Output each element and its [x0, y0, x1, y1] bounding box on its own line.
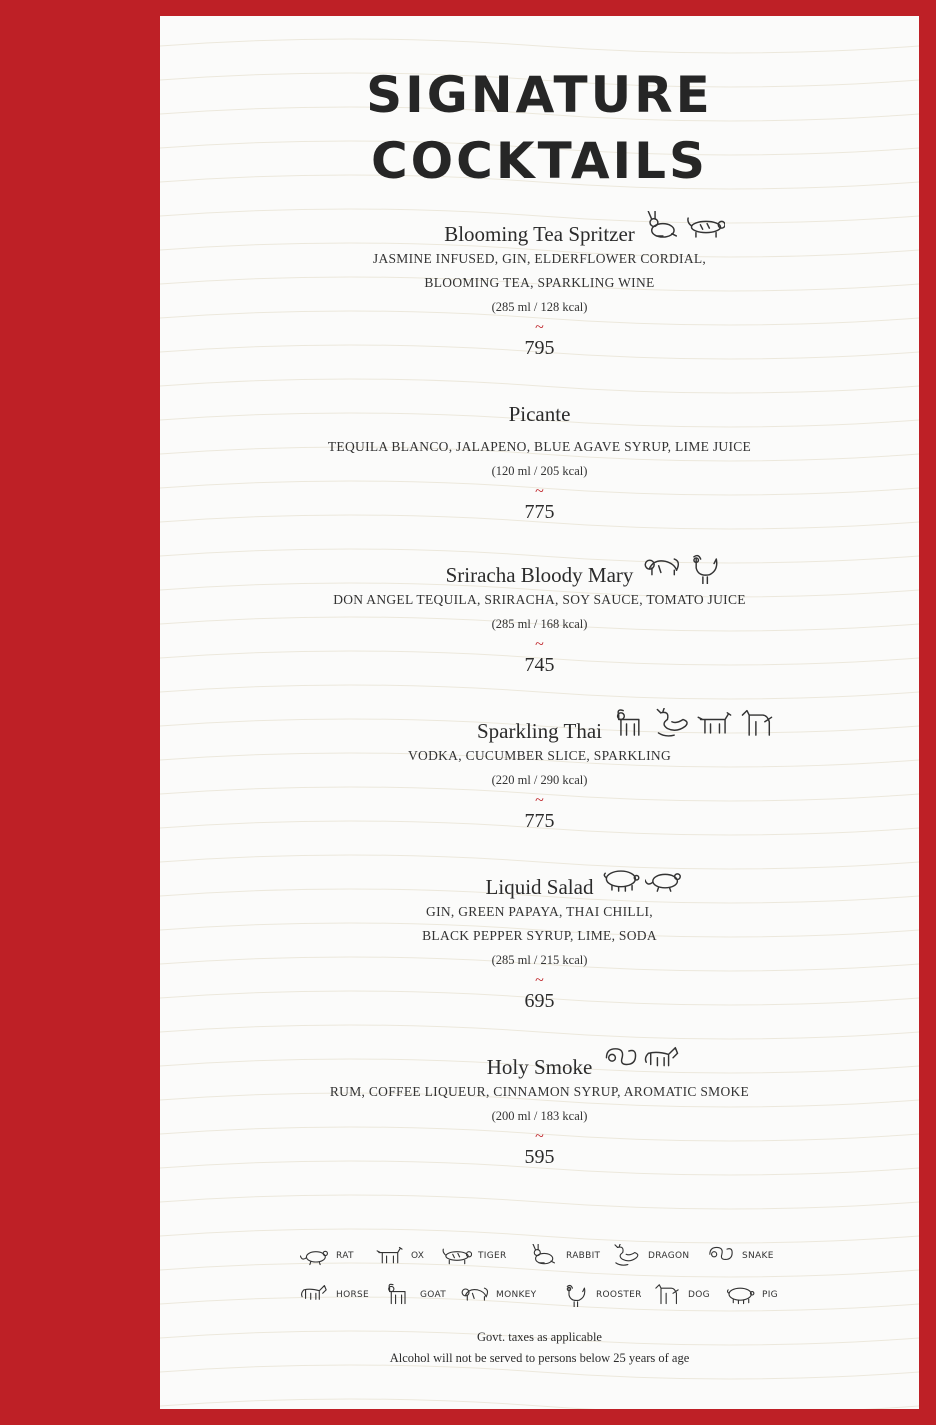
- cocktail-ingredients: JASMINE INFUSED, GIN, ELDERFLOWER CORDIAL,: [372, 251, 707, 266]
- goat-icon: [384, 1283, 414, 1307]
- legend-item: [300, 1283, 369, 1307]
- cocktail-volume-kcal: (220 ml / 290 kcal): [491, 773, 588, 787]
- dog-icon: [738, 708, 776, 740]
- dragon-icon: [612, 1244, 642, 1268]
- cocktail-price: 595: [524, 1146, 555, 1168]
- dog-icon: [652, 1283, 682, 1307]
- page-title-line2: COCKTAILS: [370, 132, 709, 190]
- zodiac-icons: [602, 708, 780, 740]
- cocktail-price: 695: [524, 990, 555, 1012]
- legend-item: [706, 1244, 774, 1268]
- page-title-line1: SIGNATURE: [366, 66, 713, 124]
- legend-item: [442, 1244, 507, 1268]
- cocktail-volume-kcal: (120 ml / 205 kcal): [491, 464, 588, 478]
- cocktail-ingredients: VODKA, CUCUMBER SLICE, SPARKLING: [407, 748, 671, 763]
- legend-item: [560, 1283, 642, 1307]
- tilde-divider: ~: [535, 636, 544, 653]
- legend-item: [460, 1283, 536, 1307]
- pig-icon: [726, 1283, 756, 1307]
- ox-icon: [696, 708, 734, 740]
- zodiac-icons: [593, 864, 687, 896]
- cocktail-volume-kcal: (285 ml / 215 kcal): [491, 953, 588, 967]
- cocktail-ingredients: RUM, COFFEE LIQUEUR, CINNAMON SYRUP, AROMATIC SMOKE: [329, 1084, 750, 1099]
- zodiac-icons: [633, 552, 727, 584]
- legend-label: HORSE: [336, 1290, 370, 1300]
- cocktail-name: Liquid Salad: [486, 874, 594, 900]
- cocktail-price: 795: [524, 337, 555, 359]
- tiger-icon: [442, 1244, 472, 1268]
- menu-page: [160, 16, 919, 1409]
- legend-label: TIGER: [478, 1251, 507, 1261]
- age-note: Alcohol will not be served to persons below 25 years of age: [389, 1351, 690, 1365]
- cocktail-price: 775: [524, 501, 555, 523]
- legend-item: [726, 1283, 778, 1307]
- dragon-icon: [654, 708, 692, 740]
- tilde-divider: ~: [535, 483, 544, 500]
- cocktail-item: [160, 1054, 919, 1170]
- rabbit-icon: [530, 1244, 560, 1268]
- rat-icon: [300, 1244, 330, 1268]
- legend-item: [300, 1244, 354, 1268]
- legend-item: [530, 1244, 600, 1268]
- monkey-icon: [460, 1283, 490, 1307]
- snake-icon: [602, 1044, 640, 1076]
- legend-item: [375, 1244, 424, 1268]
- zodiac-icons: [592, 1044, 686, 1076]
- cocktail-ingredients: GIN, GREEN PAPAYA, THAI CHILLI,: [426, 904, 653, 919]
- cocktail-item: [160, 874, 919, 1014]
- rat-icon: [645, 864, 683, 896]
- legend-label: MONKEY: [496, 1290, 537, 1300]
- cocktail-price: 775: [524, 810, 555, 832]
- tiger-icon: [687, 211, 725, 243]
- cocktail-item: [160, 401, 919, 525]
- legend-label: RABBIT: [566, 1251, 601, 1261]
- tilde-divider: ~: [535, 972, 544, 989]
- cocktail-name: Sriracha Bloody Mary: [446, 562, 634, 588]
- legend-label: OX: [411, 1251, 425, 1261]
- cocktail-name: Holy Smoke: [487, 1054, 593, 1080]
- rabbit-icon: [645, 211, 683, 243]
- legend-label: PIG: [762, 1290, 778, 1300]
- tilde-divider: ~: [535, 319, 544, 336]
- legend-label: ROOSTER: [596, 1290, 642, 1300]
- legend-item: [612, 1244, 689, 1268]
- horse-icon: [300, 1283, 330, 1307]
- footer: [160, 1327, 919, 1369]
- ox-icon: [375, 1244, 405, 1268]
- tilde-divider: ~: [535, 792, 544, 809]
- goat-icon: [612, 708, 650, 740]
- zodiac-icons: [635, 211, 729, 243]
- legend-label: DOG: [688, 1290, 710, 1300]
- cocktail-item: [160, 718, 919, 834]
- cocktail-name: Blooming Tea Spritzer: [444, 221, 635, 247]
- legend-label: GOAT: [420, 1290, 447, 1300]
- cocktail-item: [160, 221, 919, 361]
- legend-item: [652, 1283, 710, 1307]
- legend-label: DRAGON: [648, 1251, 690, 1261]
- legend-item: [384, 1283, 446, 1307]
- cocktail-volume-kcal: (285 ml / 168 kcal): [491, 617, 588, 631]
- cocktail-volume-kcal: (200 ml / 183 kcal): [491, 1109, 588, 1123]
- cocktail-ingredients: TEQUILA BLANCO, JALAPENO, BLUE AGAVE SYRUP, LIME JUICE: [327, 439, 752, 454]
- pig-icon: [603, 864, 641, 896]
- rooster-icon: [685, 552, 723, 584]
- monkey-icon: [643, 552, 681, 584]
- cocktail-volume-kcal: (285 ml / 128 kcal): [491, 300, 588, 314]
- cocktail-price: 745: [524, 654, 555, 676]
- tax-note: Govt. taxes as applicable: [477, 1330, 602, 1344]
- tilde-divider: ~: [535, 1128, 544, 1145]
- cocktail-name: Sparkling Thai: [477, 718, 602, 744]
- cocktail-ingredients: BLACK PEPPER SYRUP, LIME, SODA: [422, 928, 657, 943]
- legend-label: SNAKE: [742, 1251, 774, 1261]
- snake-icon: [706, 1244, 736, 1268]
- cocktail-name: Picante: [508, 402, 571, 426]
- rooster-icon: [560, 1283, 590, 1307]
- legend-label: RAT: [336, 1251, 354, 1261]
- horse-icon: [644, 1044, 682, 1076]
- cocktail-item: [160, 562, 919, 678]
- cocktail-ingredients: BLOOMING TEA, SPARKLING WINE: [424, 275, 655, 290]
- cocktail-ingredients: DON ANGEL TEQUILA, SRIRACHA, SOY SAUCE, TOMATO JUICE: [333, 592, 746, 607]
